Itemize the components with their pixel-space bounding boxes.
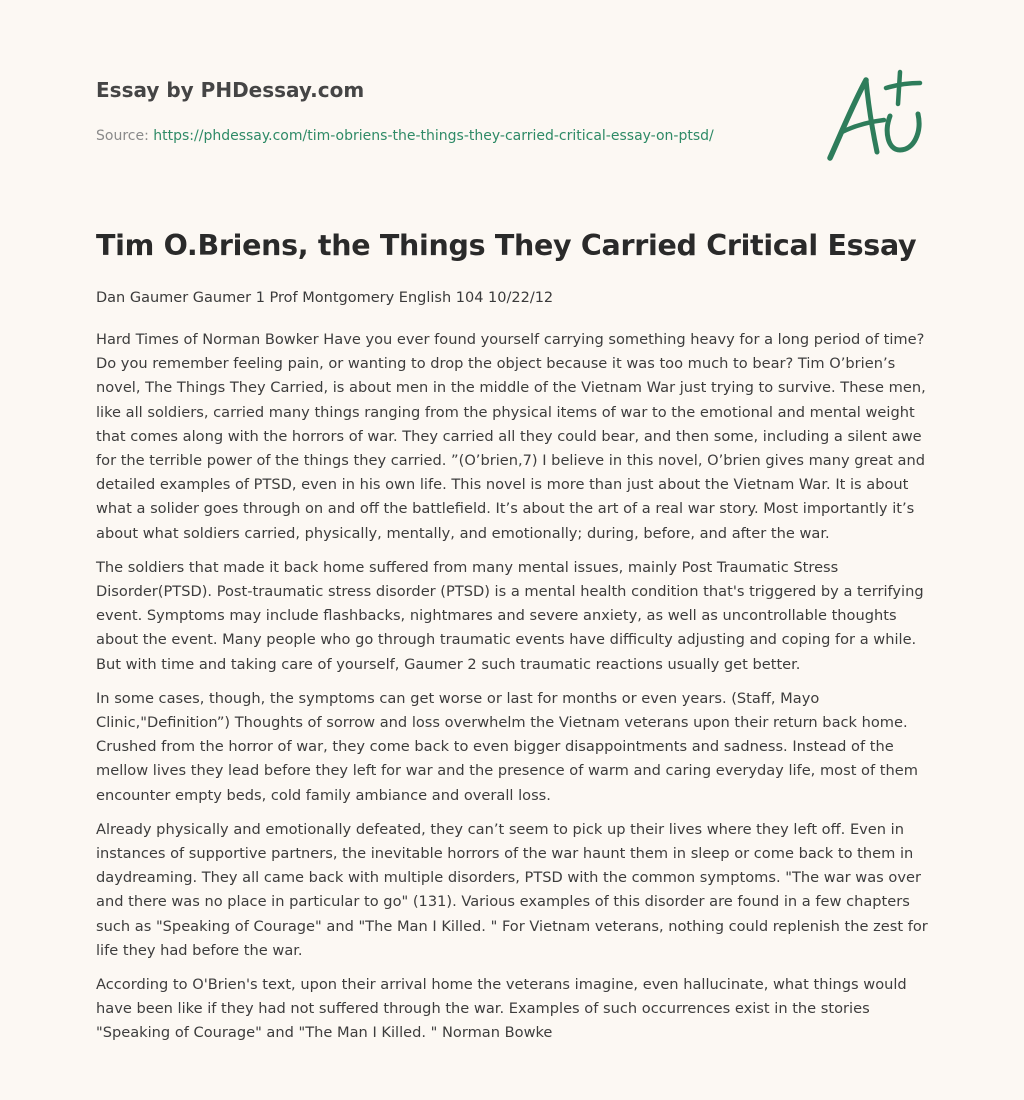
page-header [96,76,796,146]
a-plus-grade-icon [820,66,930,166]
source-line [96,126,796,146]
source-link[interactable]: https://phdessay.com/tim-obriens-the-things-they-carried-critical-essay-on-ptsd/ [153,128,714,144]
essay-paragraph: According to O'Brien's text, upon their arrival home the veterans imagine, even hallucinate, what things would have been like if they had not suffered through the war. Examples of such occurrences exist in the stories "Speaking of Courage" and "The Man I Killed. " Norman Bowke [96,976,907,1042]
essay-paragraph: Hard Times of Norman Bowker Have you ever found yourself carrying something heavy for a long period of time? Do you remember feeling pain, or wanting to drop the object because it was too much to bear? Tim O’brien’s novel, The Things They Carried, is about men in the middle of the Vietnam War just trying to survive. These men, like all soldiers, carried many things ranging from the physical items of war to the emotional and mental weight that comes along with the horrors of war. They carried all they could bear, and then some, including a silent awe for the terrible power of the things they carried. ”(O’brien,7) I believe in this novel, O’brien gives many great and detailed examples of PTSD, even in his own life. This novel is more than just about the Vietnam War. It is about what a solider goes through on and off the battlefield. It’s about the art of a real war story. Most importantly it’s about what soldiers carried, physically, mentally, and emotionally; during, before, and after the war. [96,331,926,542]
essay-paragraph: Already physically and emotionally defeated, they can’t seem to pick up their lives where they left off. Even in instances of supportive partners, the inevitable horrors of the war haunt them in sleep or come back to them in daydreaming. They all came back with multiple disorders, PTSD with the common symptoms. "The war was over and there was no place in particular to go" (131). Various examples of this disorder are found in a few chapters such as "Speaking of Courage" and "The Man I Killed. " For Vietnam veterans, nothing could replenish the zest for life they had before the war. [96,820,928,959]
essay-title: Tim O.Briens, the Things They Carried Critical Essay [96,229,917,262]
source-label: Source: [96,128,149,144]
essay-paragraph: In some cases, though, the symptoms can get worse or last for months or even years. (Staff, Mayo Clinic,"Definition”) Thoughts of sorrow and loss overwhelm the Vietnam veterans upon their return back home. Crushed from the horror of war, they come back to even bigger disappointments and sadness. Instead of the mellow lives they lead before they left for war and the presence of warm and caring everyday life, most of them encounter empty beds, cold family ambiance and overall loss. [96,689,918,804]
essay-body [96,286,930,1056]
essay-byline: Dan Gaumer Gaumer 1 Prof Montgomery English 104 10/22/12 [96,290,554,306]
essay-paragraph: The soldiers that made it back home suffered from many mental issues, mainly Post Traumatic Stress Disorder(PTSD). Post-traumatic stress disorder (PTSD) is a mental health condition that's triggered by a terrifying event. Symptoms may include flashbacks, nightmares and severe anxiety, as well as uncontrollable thoughts about the event. Many people who go through traumatic events have difficulty adjusting and coping for a while. But with time and taking care of yourself, Gaumer 2 such traumatic reactions usually get better. [96,558,924,673]
brand-title: Essay by PHDessay.com [96,78,365,102]
